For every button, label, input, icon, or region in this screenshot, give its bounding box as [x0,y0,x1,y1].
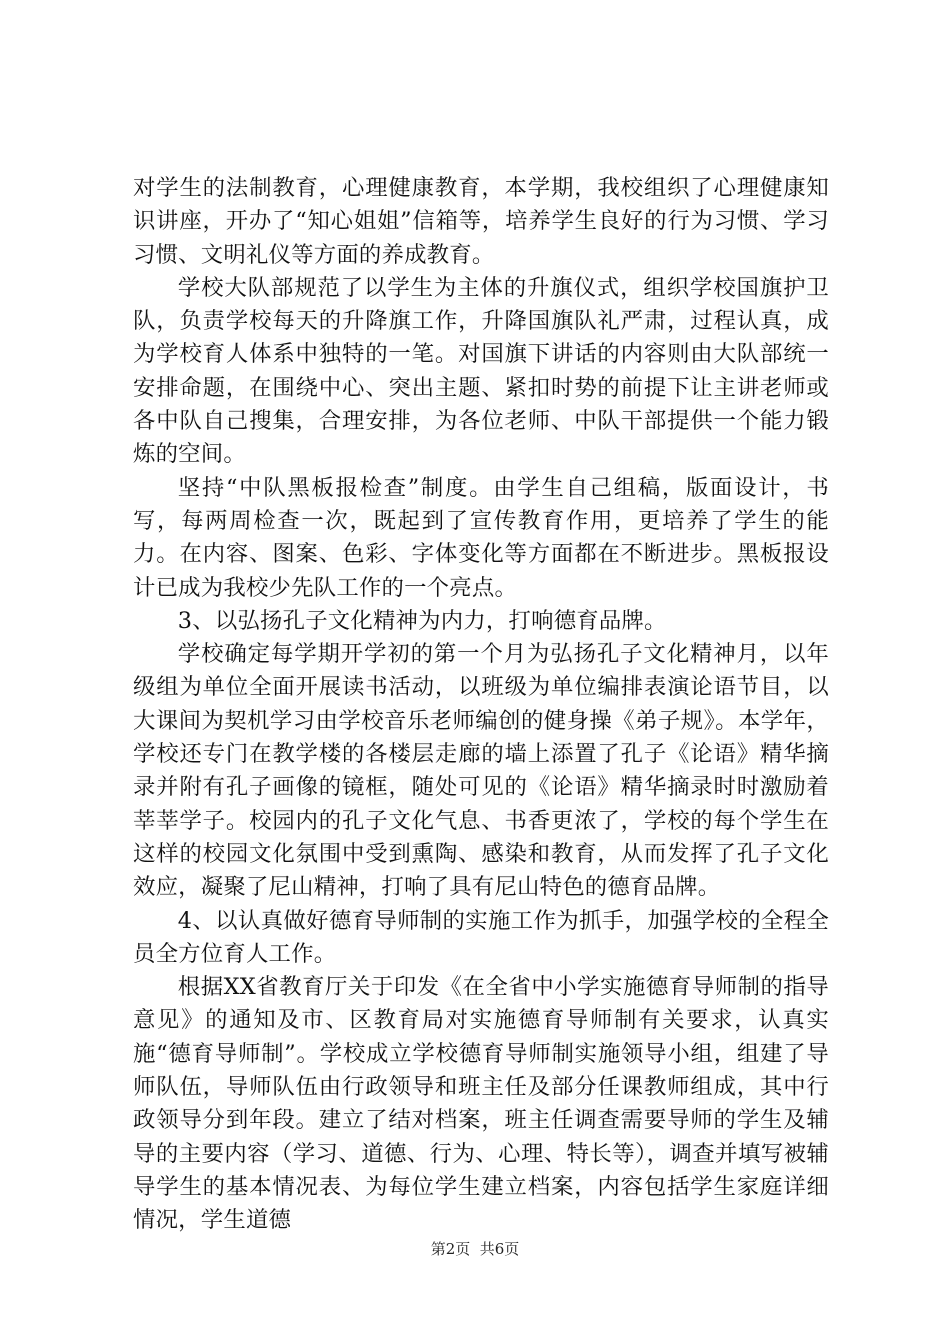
paragraph: 对学生的法制教育，心理健康教育，本学期，我校组织了心理健康知识讲座，开办了“知心姐姐”信箱等，培养学生良好的行为习惯、学习习惯、文明礼仪等方面的养成教育。 [133,175,829,268]
section-heading: 4、以认真做好德育导师制的实施工作为抓手，加强学校的全程全员全方位育人工作。 [133,907,829,967]
paragraph: 学校大队部规范了以学生为主体的升旗仪式，组织学校国旗护卫队，负责学校每天的升降旗工作，升降国旗队礼严肃，过程认真，成为学校育人体系中独特的一笔。对国旗下讲话的内容则由大队部统一安排命题，在围绕中心、突出主题、紧扣时势的前提下让主讲老师或各中队自己搜集，合理安排，为各位老师、中队干部提供一个能力锻炼的空间。 [133,274,829,468]
document-body [133,172,829,1238]
paragraph: 坚持“中队黑板报检查”制度。由学生自己组稿，版面设计，书写，每两周检查一次，既起到了宣传教育作用，更培养了学生的能力。在内容、图案、色彩、字体变化等方面都在不断进步。黑板报设计已成为我校少先队工作的一个亮点。 [133,474,829,601]
section-heading: 3、以弘扬孔子文化精神为内力，打响德育品牌。 [177,607,667,634]
paragraph: 学校确定每学期开学初的第一个月为弘扬孔子文化精神月，以年级组为单位全面开展读书活动，以班级为单位编排表演论语节目，以大课间为契机学习由学校音乐老师编创的健身操《弟子规》。本学年，学校还专门在教学楼的各楼层走廊的墙上添置了孔子《论语》精华摘录并附有孔子画像的镜框，随处可见的《论语》精华摘录时时激励着莘莘学子。校园内的孔子文化气息、书香更浓了，学校的每个学生在这样的校园文化氛围中受到熏陶、感染和教育，从而发挥了孔子文化效应，凝聚了尼山精神，打响了具有尼山特色的德育品牌。 [133,641,829,901]
page-footer: 第2页 共6页 [430,1240,520,1258]
paragraph: 根据XX省教育厅关于印发《在全省中小学实施德育导师制的指导意见》的通知及市、区教育局对实施德育导师制有关要求，认真实施“德育导师制”。学校成立学校德育导师制实施领导小组，组建了导师队伍，导师队伍由行政领导和班主任及部分任课教师组成，其中行政领导分到年段。建立了结对档案，班主任调查需要导师的学生及辅导的主要内容（学习、道德、行为、心理、特长等），调查并填写被辅导学生的基本情况表、为每位学生建立档案，内容包括学生家庭详细情况，学生道德 [133,974,829,1234]
